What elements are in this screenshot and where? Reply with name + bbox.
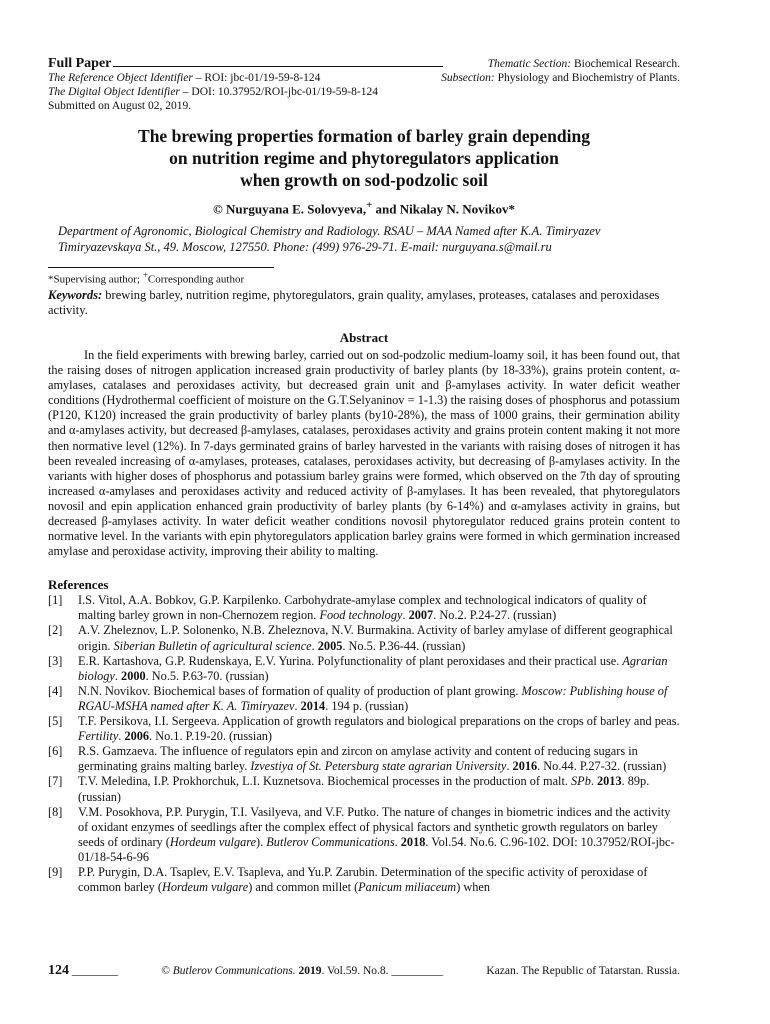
reference-authors: E.R. Kartashova, G.P. Rudenskaya, E.V. Yurina. Polyfunctionality of plant peroxidases and their practical use. xyxy=(78,653,620,668)
doi-label: The Digital Object Identifier – xyxy=(48,86,189,98)
running-header xyxy=(48,56,680,113)
reference-authors: A.V. Zheleznov, L.P. Solonenko, N.B. Zheleznova, N.V. Burmakina. Activity of barley amylase of different geographical origin. xyxy=(78,623,673,653)
abstract-heading: Abstract xyxy=(339,329,389,345)
copyright-symbol: © xyxy=(213,201,223,217)
reference-details: 89p. (russian) xyxy=(78,774,650,804)
reference-text: T.F. Persikova, I.I. Sergeeva. Application of growth regulators and biological preparations on the crops of barley and peas. Fertility. 2006. No.1. P.19-20. (russian) xyxy=(78,714,680,744)
reference-year: 2005 xyxy=(317,638,343,653)
reference-source: Agrarian biology xyxy=(78,653,668,683)
reference-details: No.2. P.24-27. (russian) xyxy=(439,608,557,623)
author-footnote xyxy=(48,270,680,286)
keywords xyxy=(48,288,680,318)
reference-source: Moscow: Publishing house of RGAU-MSHA named after K. A. Timiryazev xyxy=(78,683,668,713)
reference-item xyxy=(48,593,680,623)
reference-authors: R.S. Gamzaeva. The influence of regulators epin and zircon on amylase activity and content of reducing sugars in germinating grains malting barley. xyxy=(78,744,638,774)
reference-item xyxy=(48,774,680,804)
journal-year: 2019 xyxy=(298,965,322,977)
reference-details: No.1. P.19-20. (russian) xyxy=(155,729,273,744)
thematic-section-value: Biochemical Research. xyxy=(573,58,680,70)
reference-authors: ) and common millet ( xyxy=(248,880,359,895)
reference-year: 2007 xyxy=(408,608,434,623)
reference-species: Hordeum vulgare xyxy=(169,834,257,849)
reference-item xyxy=(48,744,680,774)
reference-details: No.44. P.27-32. (russian) xyxy=(543,759,667,774)
reference-text: T.V. Meledina, I.P. Prokhorchuk, L.I. Kuznetsova. Biochemical processes in the production of malt. SPb. 2013. 89p. (russian) xyxy=(78,774,650,804)
reference-authors: N.N. Novikov. Biochemical bases of formation of quality of production of plant growing. xyxy=(78,683,519,698)
reference-source: Butlerov Communications xyxy=(266,834,395,849)
page-footer: 124 ________ © Butlerov Communications. 2019. Vol.59. No.8. _________ Kazan. The Republic of Tatarstan. Russia. xyxy=(48,963,680,978)
footnote-mark: + xyxy=(142,270,148,281)
submitted-date: Submitted on August 02, 2019. xyxy=(48,100,192,112)
reference-authors: I.S. Vitol, A.A. Bobkov, G.P. Karpilenko. Carbohydrate-amylase complex and technological indicators of quality of malting barley grown in non-Chernozem region. xyxy=(78,593,647,623)
author-name: Nurguyana E. Solovyeva, xyxy=(225,201,367,217)
thematic-section-label: Thematic Section: xyxy=(487,58,572,70)
reference-species: Panicum miliaceum xyxy=(358,880,457,895)
reference-source: Izvestiya of St. Petersburg state agrarian University xyxy=(250,759,507,774)
affiliation xyxy=(48,223,680,255)
reference-text: V.M. Posokhova, P.P. Purygin, T.I. Vasilyeva, and V.F. Putko. The nature of changes in biometric indices and the activity of oxidant enzymes of seedlings after the complex effect of physical factors and synthetic growth regulators on barley seeds of ordinary (Hordeum vulgare). Butlerov Communications. 2018. Vol.54. No.6. C.96-102. DOI: 10.37952/ROI-jbc-01/18-54-6-96 xyxy=(78,804,675,864)
subsection-value: Physiology and Biochemistry of Plants. xyxy=(497,72,680,84)
reference-number: [6] xyxy=(48,744,63,759)
reference-number: [1] xyxy=(48,593,63,608)
reference-number: [5] xyxy=(48,714,63,729)
reference-text: E.R. Kartashova, G.P. Rudenskaya, E.V. Yurina. Polyfunctionality of plant peroxidases and their practical use. Agrarian biology. 2000. No.5. P.63-70. (russian) xyxy=(78,653,668,683)
title-line: on nutrition regime and phytoregulators application xyxy=(169,148,559,168)
page-number: 124 xyxy=(48,963,69,978)
subsection-label: Subsection: xyxy=(441,72,495,84)
reference-authors: T.F. Persikova, I.I. Sergeeva. Application of growth regulators and biological preparations on the crops of barley and peas. xyxy=(78,714,680,729)
reference-text: R.S. Gamzaeva. The influence of regulators epin and zircon on amylase activity and content of reducing sugars in germinating grains malting barley. Izvestiya of St. Petersburg state agrarian University. 2016. No.44. P.27-32. (russian) xyxy=(78,744,667,774)
reference-source: Fertility xyxy=(78,729,119,744)
publisher-location: Kazan. The Republic of Tatarstan. Russia. xyxy=(486,965,680,977)
journal-name: © Butlerov Communications. xyxy=(161,965,296,977)
keywords-text: brewing barley, nutrition regime, phytoregulators, grain quality, amylases, proteases, catalases and peroxidases activity. xyxy=(48,287,660,317)
reference-item xyxy=(48,714,680,744)
reference-number: [8] xyxy=(48,804,63,819)
title-line: The brewing properties formation of barley grain depending xyxy=(138,126,590,146)
reference-details: No.5. P.36-44. (russian) xyxy=(348,638,466,653)
reference-details: No.5. P.63-70. (russian) xyxy=(151,668,269,683)
reference-number: [2] xyxy=(48,623,63,638)
paper-page xyxy=(48,56,680,895)
reference-authors: T.V. Meledina, I.P. Prokhorchuk, L.I. Kuznetsova. Biochemical processes in the production of malt. xyxy=(78,774,568,789)
footnote-divider xyxy=(48,267,274,268)
reference-number: [4] xyxy=(48,683,63,698)
affiliation-line: Timiryazevskaya St., 49. Moscow, 127550. Phone: (499) 976-29-71. E-mail: nurguyana.s@mail.ru xyxy=(58,240,552,255)
reference-species: Hordeum vulgare xyxy=(162,880,249,895)
reference-authors: P.P. Purygin, D.A. Tsaplev, E.V. Tsapleva, and Yu.P. Zarubin. Determination of the specific activity of peroxidase of common barley ( xyxy=(78,864,648,895)
reference-authors: ) when xyxy=(456,880,490,895)
reference-text xyxy=(78,865,680,895)
journal-volume: Vol.59. No.8. xyxy=(327,965,389,977)
abstract-text: In the field experiments with brewing barley, carried out on sod-podzolic medium-loamy soil, it has been found out, that the raising doses of nitrogen application increased grain productivity of barley plants (by 18-33%), grains protein content, α-amylases, catalases and peroxidases activity, but decreased grain unit and β-amylases activity. In water deficit weather conditions (Hydrothermal coefficient of moisture on the G.T.Selyaninov = 1-1.3) the raising doses of phosphorus and potassium (P120, K120) increased the grain productivity of barley plants (by10-28%), the mass of 1000 grains, their germination ability and α-amylases activity, but decreased β-amylases, catalases, peroxidases activity and grains protein content making it not more then normative level (12%). In 7-days germinated grains of barley harvested in the variants with raising doses of nitrogen it has been revealed increasing of α-amylases, proteases, catalases, peroxidases activity, but decreasing of β-amylases activity. In the variants with higher doses of phosphorus and potassium barley grains were formed, which observed on the 7th day of sprouting increased α-amylases and peroxidases activity and reduced activity of β-amylases. It has been revealed, that phytoregulators novosil and epin application enhanced grain productivity of barley plants (by 6-14%) and α-amylases activity in grains, but decreased β-amylases activity. In water deficit weather conditions novosil phytoregulator reduced grains protein content to normative level. In the variants with epin phytoregulators application barley grains were formed in which germination increased amylase and peroxidase activity, improving their ability to malting. xyxy=(48,347,680,559)
reference-item xyxy=(48,805,680,865)
reference-authors: V.M. Posokhova, P.P. Purygin, T.I. Vasilyeva, and V.F. Putko. The nature of changes in biometric indices and the activity of oxidant enzymes of seedlings after the complex effect of physical factors and synthetic growth regulators on barley seeds of ordinary ( xyxy=(78,804,671,849)
reference-year: 2016 xyxy=(512,759,538,774)
reference-details: 194 p. (russian) xyxy=(331,698,409,713)
corresponding-mark: + xyxy=(366,199,373,211)
affiliation-line: Department of Agronomic, Biological Chemistry and Radiology. RSAU – MAA Named after K.A. Timiryazev xyxy=(58,224,601,239)
author-conjunction: and xyxy=(375,201,397,217)
doi-value: DOI: 10.37952/ROI-jbc-01/19-59-8-124 xyxy=(191,86,378,98)
paper-type-label: Full Paper xyxy=(48,56,112,71)
reference-source: Food technology xyxy=(319,608,403,623)
reference-text: I.S. Vitol, A.A. Bobkov, G.P. Karpilenko. Carbohydrate-amylase complex and technological indicators of quality of malting barley grown in non-Chernozem region. Food technology. 2007. No.2. P.24-27. (russian) xyxy=(78,593,647,623)
paper-title xyxy=(48,125,680,191)
reference-year: 2000 xyxy=(121,668,146,683)
header-rule xyxy=(113,56,443,67)
author-name: Nikalay N. Novikov* xyxy=(399,201,515,217)
reference-year: 2006 xyxy=(124,729,150,744)
reference-source: SPb xyxy=(571,774,591,789)
author-list xyxy=(48,199,680,217)
reference-number: [9] xyxy=(48,864,63,879)
reference-number: [7] xyxy=(48,774,63,789)
reference-text: A.V. Zheleznov, L.P. Solonenko, N.B. Zheleznova, N.V. Burmakina. Activity of barley amylase of different geographical origin. Siberian Bulletin of agricultural science. 2005. No.5. P.36-44. (russian) xyxy=(78,623,673,653)
reference-item xyxy=(48,623,680,653)
reference-text: N.N. Novikov. Biochemical bases of formation of quality of production of plant growing. Moscow: Publishing house of RGAU-MSHA named after K. A. Timiryazev. 2014. 194 p. (russian) xyxy=(78,683,668,713)
reference-year: 2018 xyxy=(400,834,426,849)
reference-list xyxy=(48,593,680,895)
reference-item xyxy=(48,684,680,714)
reference-details: Vol.54. No.6. C.96-102. DOI: 10.37952/ROI-jbc-01/18-54-6-96 xyxy=(78,834,675,864)
keywords-label: Keywords: xyxy=(48,287,103,302)
title-line: when growth on sod-podzolic soil xyxy=(240,170,488,190)
reference-authors: ). xyxy=(256,834,264,849)
roi-label: The Reference Object Identifier – xyxy=(48,72,202,84)
reference-item xyxy=(48,865,680,895)
footnote-text: Corresponding author xyxy=(147,273,245,286)
reference-source: Siberian Bulletin of agricultural science xyxy=(113,638,312,653)
reference-year: 2013 xyxy=(597,774,622,789)
references-heading: References xyxy=(48,577,109,593)
roi-value: ROI: jbc-01/19-59-8-124 xyxy=(204,72,321,84)
reference-number: [3] xyxy=(48,653,63,668)
reference-item xyxy=(48,654,680,684)
reference-year: 2014 xyxy=(300,698,326,713)
footnote-text: *Supervising author; xyxy=(48,273,140,286)
